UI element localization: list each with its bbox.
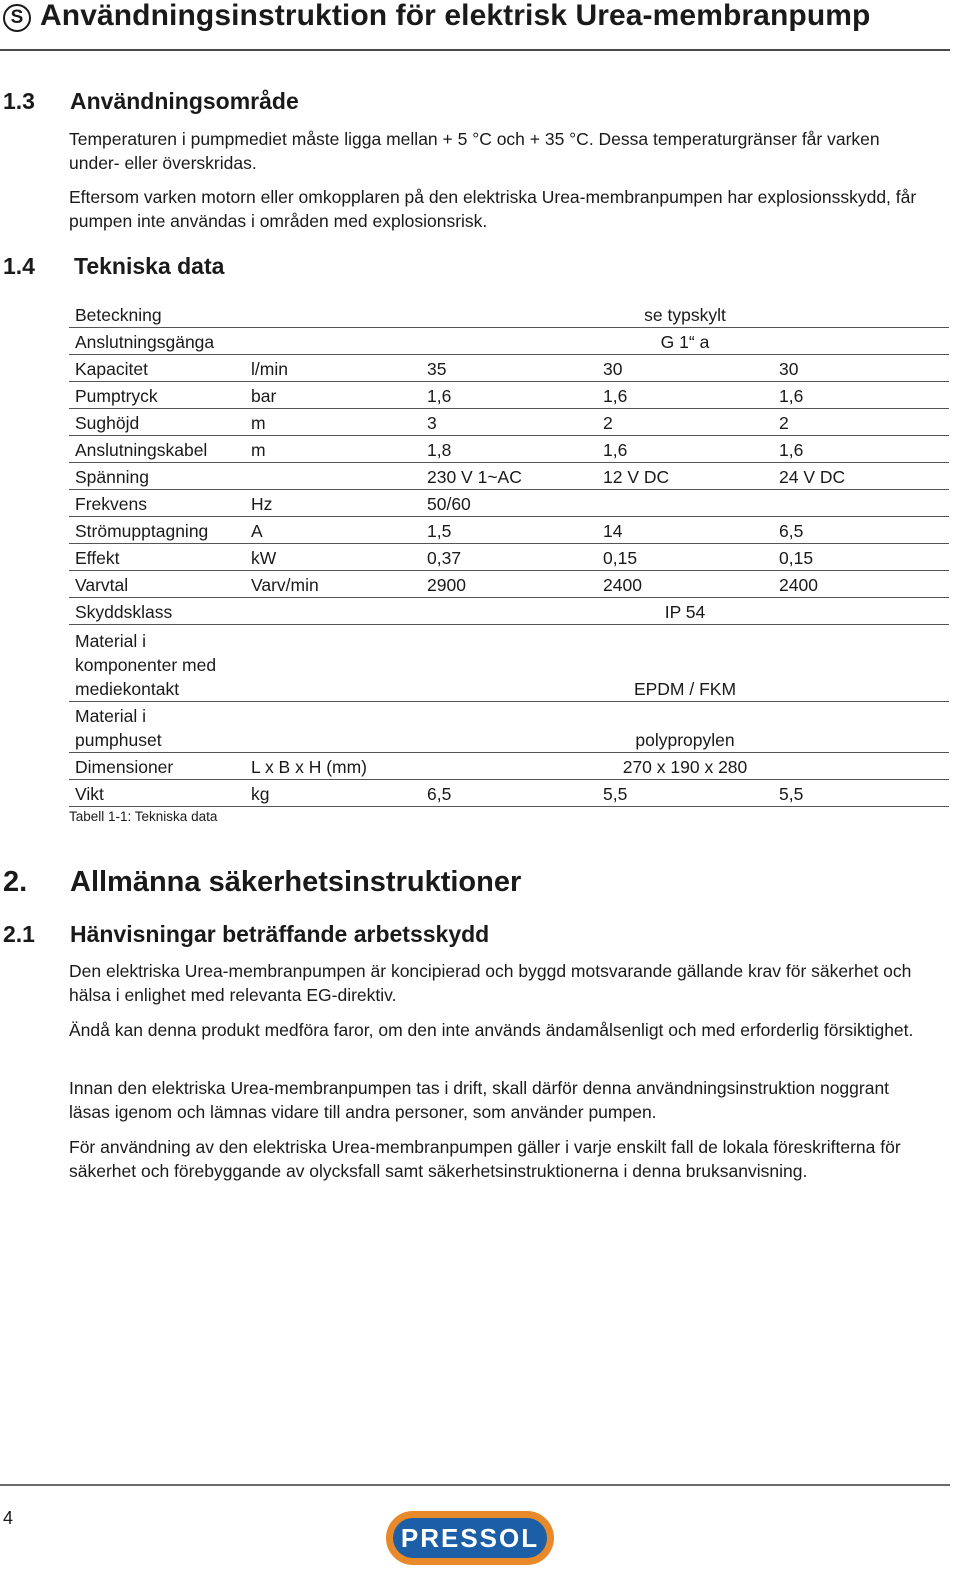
row-unit: m bbox=[245, 409, 421, 436]
table-row bbox=[69, 463, 949, 490]
row-value: 1,8 bbox=[421, 436, 597, 463]
row-label-line: pumphuset bbox=[75, 730, 162, 750]
row-value: 0,37 bbox=[421, 544, 597, 571]
paragraph: Temperaturen i pumpmediet måste ligga mellan + 5 °C och + 35 °C. Dessa temperaturgränser får varken under- eller överskridas. bbox=[69, 129, 880, 173]
row-value: polypropylen bbox=[421, 702, 949, 753]
section-title: Användningsområde bbox=[70, 88, 299, 114]
row-label bbox=[69, 625, 245, 702]
paragraph: För användning av den elektriska Urea-membranpumpen gäller i varje enskilt fall de lokala föreskrifterna för säkerhet och förebyggande av olycksfall samt säkerhetsinstruktionerna i denna bruksanvisning. bbox=[69, 1137, 901, 1181]
row-value: 12 V DC bbox=[597, 463, 773, 490]
row-value: 2900 bbox=[421, 571, 597, 598]
row-label bbox=[69, 702, 245, 753]
section-number: 2.1 bbox=[3, 921, 35, 947]
row-label: Skyddsklass bbox=[69, 598, 245, 625]
row-value: 1,6 bbox=[597, 382, 773, 409]
row-label: Anslutningsgänga bbox=[69, 328, 245, 355]
row-value: EPDM / FKM bbox=[421, 625, 949, 702]
row-label: Spänning bbox=[69, 463, 245, 490]
table-row bbox=[69, 355, 949, 382]
footer-divider bbox=[0, 1484, 950, 1486]
table-row bbox=[69, 598, 949, 625]
row-label: Kapacitet bbox=[69, 355, 245, 382]
row-unit: kW bbox=[245, 544, 421, 571]
pressol-logo bbox=[385, 1510, 555, 1566]
table-row bbox=[69, 409, 949, 436]
row-value: 0,15 bbox=[597, 544, 773, 571]
section-title: Tekniska data bbox=[74, 253, 225, 279]
row-value: 1,5 bbox=[421, 517, 597, 544]
row-label: Vikt bbox=[69, 780, 245, 807]
paragraph: Den elektriska Urea-membranpumpen är koncipierad och byggd motsvarande gällande krav för säkerhet och hälsa i enlighet med relevanta EG-direktiv. bbox=[69, 961, 912, 1005]
table-row bbox=[69, 490, 949, 517]
row-unit bbox=[245, 702, 421, 753]
row-value: 2400 bbox=[597, 571, 773, 598]
technical-data-table bbox=[69, 301, 949, 807]
row-value: 30 bbox=[597, 355, 773, 382]
row-value: 2 bbox=[597, 409, 773, 436]
row-unit bbox=[245, 463, 421, 490]
row-value: 230 V 1~AC bbox=[421, 463, 597, 490]
table-row bbox=[69, 382, 949, 409]
row-value: 1,6 bbox=[773, 436, 949, 463]
paragraph: Innan den elektriska Urea-membranpumpen tas i drift, skall därför denna användningsinstruktion noggrant läsas igenom och lämnas vidare till andra personer, som använder pumpen. bbox=[69, 1078, 890, 1122]
row-value: 5,5 bbox=[597, 780, 773, 807]
row-unit bbox=[245, 301, 421, 328]
row-value: 24 V DC bbox=[773, 463, 949, 490]
row-value: 1,6 bbox=[421, 382, 597, 409]
header-divider bbox=[0, 49, 950, 51]
row-value: 6,5 bbox=[421, 780, 597, 807]
row-unit bbox=[245, 328, 421, 355]
row-value: 270 x 190 x 280 bbox=[421, 753, 949, 780]
section-title: Hänvisningar beträffande arbetsskydd bbox=[70, 921, 490, 947]
row-unit: Hz bbox=[245, 490, 421, 517]
row-value: 0,15 bbox=[773, 544, 949, 571]
language-badge: S bbox=[3, 4, 31, 32]
row-unit: m bbox=[245, 436, 421, 463]
document-title: Användningsinstruktion för elektrisk Urea-membranpump bbox=[40, 0, 871, 32]
row-value: 1,6 bbox=[773, 382, 949, 409]
table-row bbox=[69, 753, 949, 780]
table-row bbox=[69, 301, 949, 328]
row-value: 50/60 bbox=[421, 490, 597, 517]
table-row bbox=[69, 702, 949, 753]
row-value: IP 54 bbox=[421, 598, 949, 625]
row-value: 14 bbox=[597, 517, 773, 544]
row-unit: A bbox=[245, 517, 421, 544]
row-value: se typskylt bbox=[421, 301, 949, 328]
row-value bbox=[773, 490, 949, 517]
table-row bbox=[69, 571, 949, 598]
section-number: 2. bbox=[3, 866, 28, 898]
page-number: 4 bbox=[3, 1508, 14, 1528]
row-label-line: Material i bbox=[75, 631, 146, 651]
row-label: Anslutningskabel bbox=[69, 436, 245, 463]
row-value: 35 bbox=[421, 355, 597, 382]
row-value: 2400 bbox=[773, 571, 949, 598]
table-row bbox=[69, 517, 949, 544]
row-value: 6,5 bbox=[773, 517, 949, 544]
paragraph: Ändå kan denna produkt medföra faror, om den inte används ändamålsenligt och med erforderlig försiktighet. bbox=[69, 1020, 914, 1040]
row-label: Effekt bbox=[69, 544, 245, 571]
row-label-line: Material i bbox=[75, 706, 146, 726]
row-value: 3 bbox=[421, 409, 597, 436]
row-label-line: mediekontakt bbox=[75, 679, 180, 699]
section-number: 1.4 bbox=[3, 253, 35, 279]
row-value bbox=[597, 490, 773, 517]
row-value: G 1“ a bbox=[421, 328, 949, 355]
row-label-line: komponenter med bbox=[75, 655, 217, 675]
row-label: Dimensioner bbox=[69, 753, 245, 780]
page-header bbox=[0, 0, 960, 52]
section-title: Allmänna säkerhetsinstruktioner bbox=[70, 866, 522, 898]
row-unit: L x B x H (mm) bbox=[245, 753, 421, 780]
row-label: Beteckning bbox=[69, 301, 245, 328]
table-row bbox=[69, 780, 949, 807]
row-value: 1,6 bbox=[597, 436, 773, 463]
row-value: 30 bbox=[773, 355, 949, 382]
row-unit bbox=[245, 598, 421, 625]
logo-text: PRESSOL bbox=[400, 1523, 540, 1553]
table-row bbox=[69, 544, 949, 571]
row-value: 2 bbox=[773, 409, 949, 436]
row-label: Pumptryck bbox=[69, 382, 245, 409]
table-caption: Tabell 1-1: Tekniska data bbox=[69, 809, 218, 824]
row-label: Sughöjd bbox=[69, 409, 245, 436]
row-label: Strömupptagning bbox=[69, 517, 245, 544]
row-unit: Varv/min bbox=[245, 571, 421, 598]
row-unit: l/min bbox=[245, 355, 421, 382]
row-label: Frekvens bbox=[69, 490, 245, 517]
table-row bbox=[69, 625, 949, 702]
table-row bbox=[69, 436, 949, 463]
row-unit: bar bbox=[245, 382, 421, 409]
row-value: 5,5 bbox=[773, 780, 949, 807]
paragraph: Eftersom varken motorn eller omkopplaren på den elektriska Urea-membranpumpen har explosionsskydd, får pumpen inte användas i områden med explosionsrisk. bbox=[69, 187, 917, 231]
row-unit bbox=[245, 625, 421, 702]
row-unit: kg bbox=[245, 780, 421, 807]
row-label: Varvtal bbox=[69, 571, 245, 598]
section-number: 1.3 bbox=[3, 88, 35, 114]
table-row bbox=[69, 328, 949, 355]
